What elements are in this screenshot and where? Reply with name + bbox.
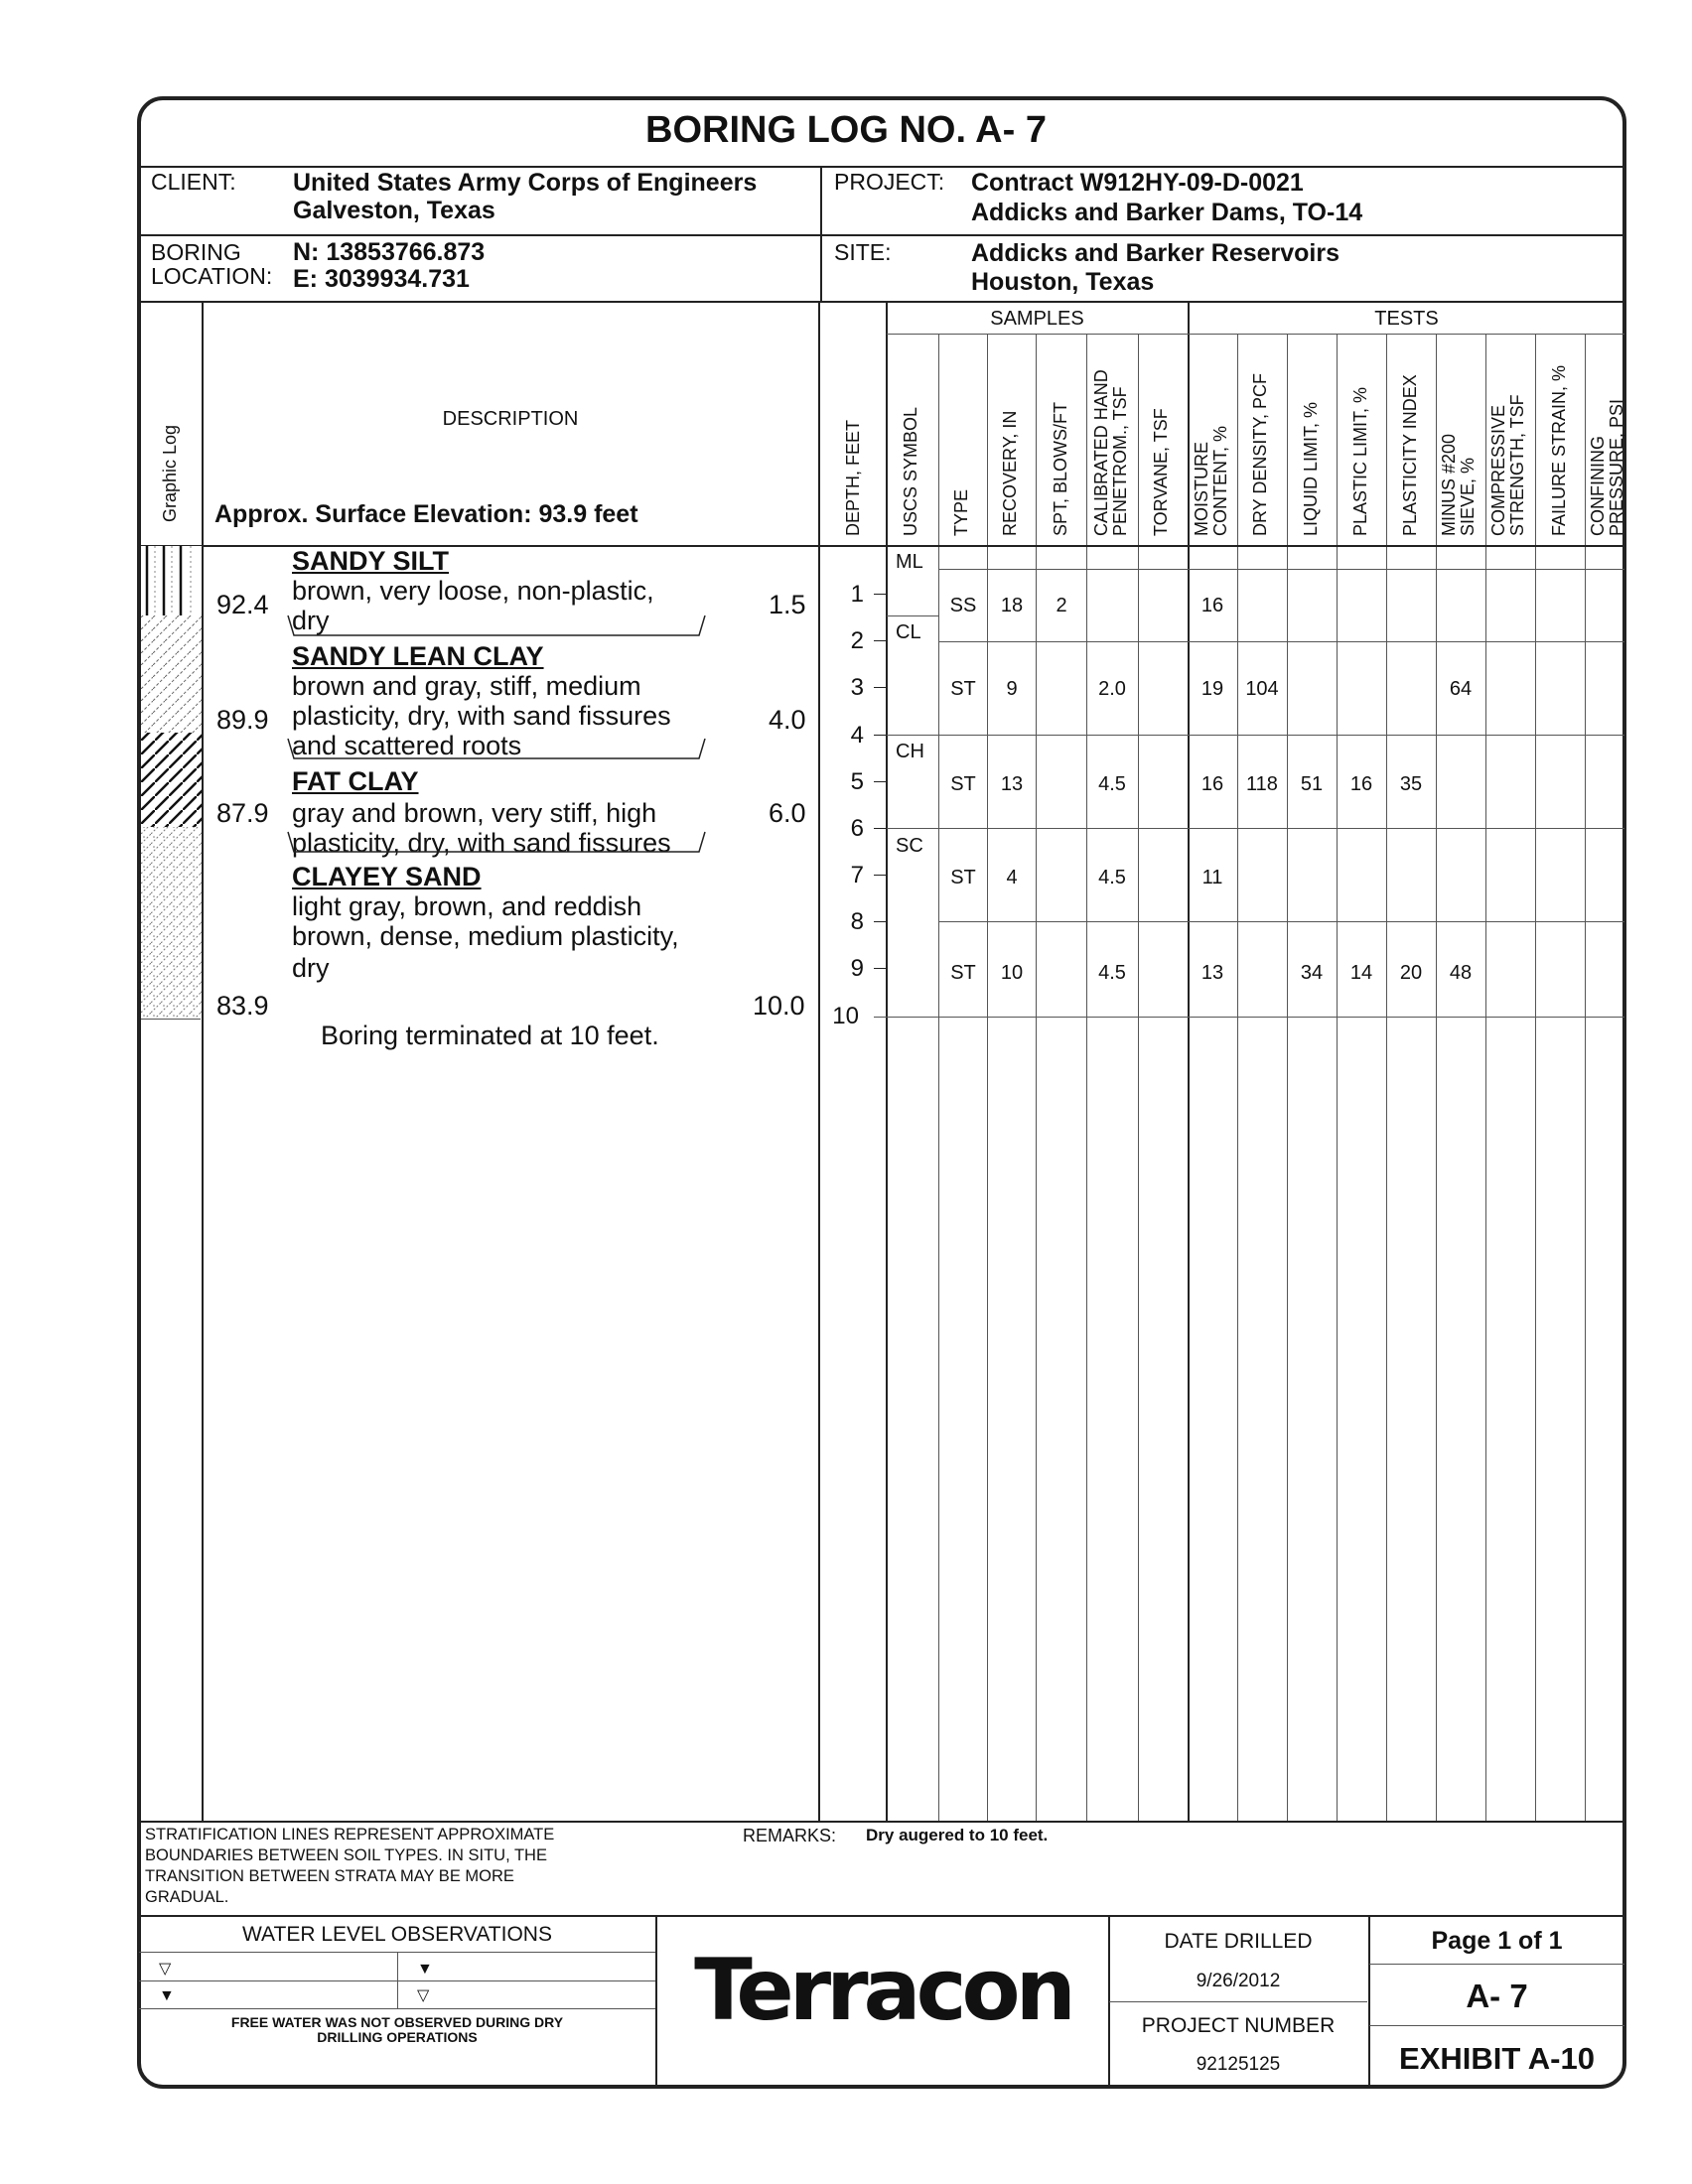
client-line2: Galveston, Texas: [293, 197, 495, 224]
sample-minus200: 48: [1449, 962, 1473, 984]
stratum-2-line: and scattered roots: [292, 731, 522, 760]
water-note: FREE WATER WAS NOT OBSERVED DURING DRY: [230, 2014, 564, 2030]
clayey-sand-pattern: [141, 827, 202, 1018]
description-header: DESCRIPTION: [442, 408, 579, 430]
stratum-4-line: dry: [292, 953, 330, 983]
termination-note: Boring terminated at 10 feet.: [321, 1021, 659, 1050]
depth-mark: 8: [850, 908, 864, 935]
sample-spt: 2: [1056, 595, 1067, 616]
compressive-header-1: COMPRESSIVE: [1488, 404, 1508, 536]
spt-header: SPT, BLOWS/FT: [1051, 401, 1070, 536]
surface-elevation: Approx. Surface Elevation: 93.9 feet: [214, 500, 638, 528]
graphic-log-header: Graphic Log: [160, 424, 180, 522]
sample-recovery: 4: [1006, 867, 1018, 888]
client-line1: United States Army Corps of Engineers: [293, 169, 758, 197]
hand-pen-header-1: CALIBRATED HAND: [1091, 369, 1111, 536]
divider: [139, 301, 1624, 303]
plasticity-index-header: PLASTICITY INDEX: [1400, 374, 1420, 536]
project-number-label: PROJECT NUMBER: [1141, 2014, 1336, 2037]
sample-hand-pen: 4.5: [1098, 773, 1126, 795]
liquid-limit-header: LIQUID LIMIT, %: [1301, 401, 1321, 536]
depth-divider: [886, 302, 888, 1821]
tests-header: TESTS: [1374, 308, 1439, 330]
stratum-1-name: SANDY SILT: [292, 546, 450, 576]
sample-type: ST: [950, 867, 976, 888]
group-header-line: [887, 334, 1624, 335]
stratification-note: BOUNDARIES BETWEEN SOIL TYPES. IN SITU, THE: [145, 1846, 547, 1864]
boring-north: N: 13853766.873: [293, 238, 486, 266]
stratum-4-line: brown, dense, medium plasticity,: [292, 921, 679, 951]
sample-recovery: 13: [1000, 773, 1024, 795]
sample-hand-pen: 4.5: [1098, 867, 1126, 888]
water-level-icon: ▼: [159, 1987, 175, 2004]
page-indicator: Page 1 of 1: [1431, 1927, 1563, 1955]
stratum-4-name: CLAYEY SAND: [292, 862, 482, 891]
exhibit-label: EXHIBIT A-10: [1399, 2041, 1595, 2076]
description-divider: [818, 302, 820, 1821]
stratum-2-boundary: [286, 739, 812, 762]
boring-id: A- 7: [1466, 1978, 1528, 2014]
stratum-3-line: gray and brown, very stiff, high: [292, 798, 657, 828]
stratum-4-depth: 10.0: [753, 991, 805, 1021]
minus200-header-1: MINUS #200: [1439, 433, 1459, 536]
stratum-2-depth: 4.0: [769, 705, 806, 735]
stratum-1-elevation: 92.4: [216, 590, 269, 619]
sample-dry-density: 118: [1246, 773, 1278, 795]
log-bottom-line: [874, 1017, 1624, 1018]
divider: [139, 234, 1624, 236]
moisture-header-1: MOISTURE: [1192, 441, 1211, 536]
stratum-2-elevation: 89.9: [216, 705, 269, 735]
client-label: CLIENT:: [151, 169, 236, 195]
sample-recovery: 10: [1000, 962, 1024, 984]
failure-strain-header: FAILURE STRAIN, %: [1549, 364, 1569, 536]
sample-moisture: 16: [1200, 773, 1224, 795]
depth-mark: 6: [850, 815, 864, 842]
graphic-log-column: [141, 546, 202, 1023]
depth-header: DEPTH, FEET: [843, 419, 863, 536]
moisture-header-2: CONTENT, %: [1210, 425, 1230, 536]
sandy-lean-clay-pattern: [141, 615, 202, 733]
footer-divider: [139, 1915, 1624, 1917]
stratum-1-line: brown, very loose, non-plastic,: [292, 576, 654, 606]
recovery-header: RECOVERY, IN: [1000, 410, 1020, 536]
type-header: TYPE: [951, 488, 971, 536]
remarks-text: Dry augered to 10 feet.: [866, 1826, 1049, 1844]
sample-moisture: 11: [1201, 867, 1223, 888]
sample-moisture: 16: [1200, 595, 1224, 616]
stratum-1-depth: 1.5: [769, 590, 806, 619]
stratum-1-line: dry: [292, 606, 330, 635]
depth-mark: 1: [850, 581, 864, 608]
divider: [139, 166, 1624, 168]
sample-type: SS: [949, 595, 977, 616]
project-line1: Contract W912HY-09-D-0021: [971, 169, 1304, 197]
sample-plastic-limit: 16: [1349, 773, 1373, 795]
project-label: PROJECT:: [834, 169, 945, 195]
depth-mark: 3: [850, 674, 864, 701]
water-note: DRILLING OPERATIONS: [317, 2029, 478, 2045]
project-number: 92125125: [1196, 2054, 1281, 2075]
hand-pen-header-2: PENETROM., TSF: [1110, 386, 1130, 536]
sample-type: ST: [950, 962, 976, 984]
sample-recovery: 18: [1000, 595, 1024, 616]
stratification-note: STRATIFICATION LINES REPRESENT APPROXIMATE: [145, 1826, 555, 1843]
sample-moisture: 13: [1200, 962, 1224, 984]
stratum-3-boundary: [286, 828, 812, 856]
water-level-title: WATER LEVEL OBSERVATIONS: [242, 1923, 552, 1946]
stratum-4-line: light gray, brown, and reddish: [292, 891, 642, 921]
sample-plasticity-index: 35: [1399, 773, 1423, 795]
stratum-3-depth: 6.0: [769, 798, 806, 828]
sample-liquid-limit: 34: [1300, 962, 1324, 984]
stratum-3-line: plasticity, dry, with sand fissures: [292, 828, 671, 858]
stratum-2-name: SANDY LEAN CLAY: [292, 641, 544, 671]
sample-liquid-limit: 51: [1300, 773, 1324, 795]
depth-mark: 9: [850, 955, 864, 982]
company-logo: Terracon: [694, 1941, 1071, 2040]
boring-label: BORING: [151, 239, 241, 265]
stratification-note: TRANSITION BETWEEN STRATA MAY BE MORE: [145, 1867, 514, 1885]
torvane-header: TORVANE, TSF: [1151, 408, 1171, 536]
stratum-1-boundary: [286, 615, 812, 639]
uscs-symbol: SC: [896, 835, 923, 857]
uscs-symbol: CL: [896, 621, 921, 643]
stratum-4-elevation: 83.9: [216, 991, 269, 1021]
remarks-label: REMARKS:: [743, 1826, 837, 1845]
depth-mark: 4: [850, 722, 864, 749]
stratum-3-name: FAT CLAY: [292, 766, 419, 796]
sample-plasticity-index: 20: [1399, 962, 1423, 984]
dry-density-header: DRY DENSITY, PCF: [1250, 372, 1270, 536]
site-label: SITE:: [834, 239, 892, 265]
sample-type: ST: [950, 773, 976, 795]
sample-dry-density: 104: [1245, 678, 1279, 700]
boring-east: E: 3039934.731: [293, 265, 470, 293]
uscs-symbol: CH: [896, 741, 924, 762]
stratum-2-line: brown and gray, stiff, medium: [292, 671, 641, 701]
water-level-icon: ▽: [159, 1961, 172, 1978]
sample-type: ST: [950, 678, 976, 700]
project-line2: Addicks and Barker Dams, TO-14: [971, 199, 1363, 226]
depth-mark: 10: [832, 1003, 859, 1029]
water-level-icon: ▽: [417, 1987, 430, 2004]
date-drilled-label: DATE DRILLED: [1164, 1930, 1313, 1953]
depth-mark: 5: [850, 768, 864, 795]
plastic-limit-header: PLASTIC LIMIT, %: [1350, 386, 1370, 536]
location-label: LOCATION:: [151, 263, 273, 289]
page-title: BORING LOG NO. A- 7: [645, 109, 1047, 151]
stratum-3-elevation: 87.9: [216, 798, 269, 828]
sample-plastic-limit: 14: [1349, 962, 1373, 984]
sample-minus200: 64: [1449, 678, 1473, 700]
confining-header-1: CONFINING: [1588, 436, 1608, 536]
uscs-symbol: ML: [896, 551, 923, 573]
confining-header-2: PRESSURE, PSI: [1607, 398, 1626, 536]
samples-header: SAMPLES: [990, 308, 1084, 330]
site-line1: Addicks and Barker Reservoirs: [971, 239, 1340, 267]
site-line2: Houston, Texas: [971, 268, 1155, 296]
compressive-header-2: STRENGTH, TSF: [1507, 394, 1527, 536]
water-level-icon: ▼: [417, 1961, 433, 1978]
sample-recovery: 9: [1006, 678, 1018, 700]
depth-mark: 2: [850, 627, 864, 654]
fat-clay-pattern: [141, 733, 202, 827]
footer-top-line: [139, 1821, 1624, 1823]
minus200-header-2: SIEVE, %: [1458, 457, 1478, 536]
sample-moisture: 19: [1200, 678, 1224, 700]
samples-tests-divider: [1188, 302, 1190, 1821]
sandy-silt-pattern: [141, 546, 202, 615]
stratification-note: GRADUAL.: [145, 1888, 229, 1906]
sample-hand-pen: 4.5: [1098, 962, 1126, 984]
depth-mark: 7: [850, 862, 864, 888]
date-drilled: 9/26/2012: [1196, 1971, 1281, 1991]
uscs-header: USCS SYMBOL: [901, 406, 920, 536]
graphic-log-divider: [202, 302, 204, 1821]
sample-hand-pen: 2.0: [1098, 678, 1126, 700]
stratum-2-line: plasticity, dry, with sand fissures: [292, 701, 671, 731]
